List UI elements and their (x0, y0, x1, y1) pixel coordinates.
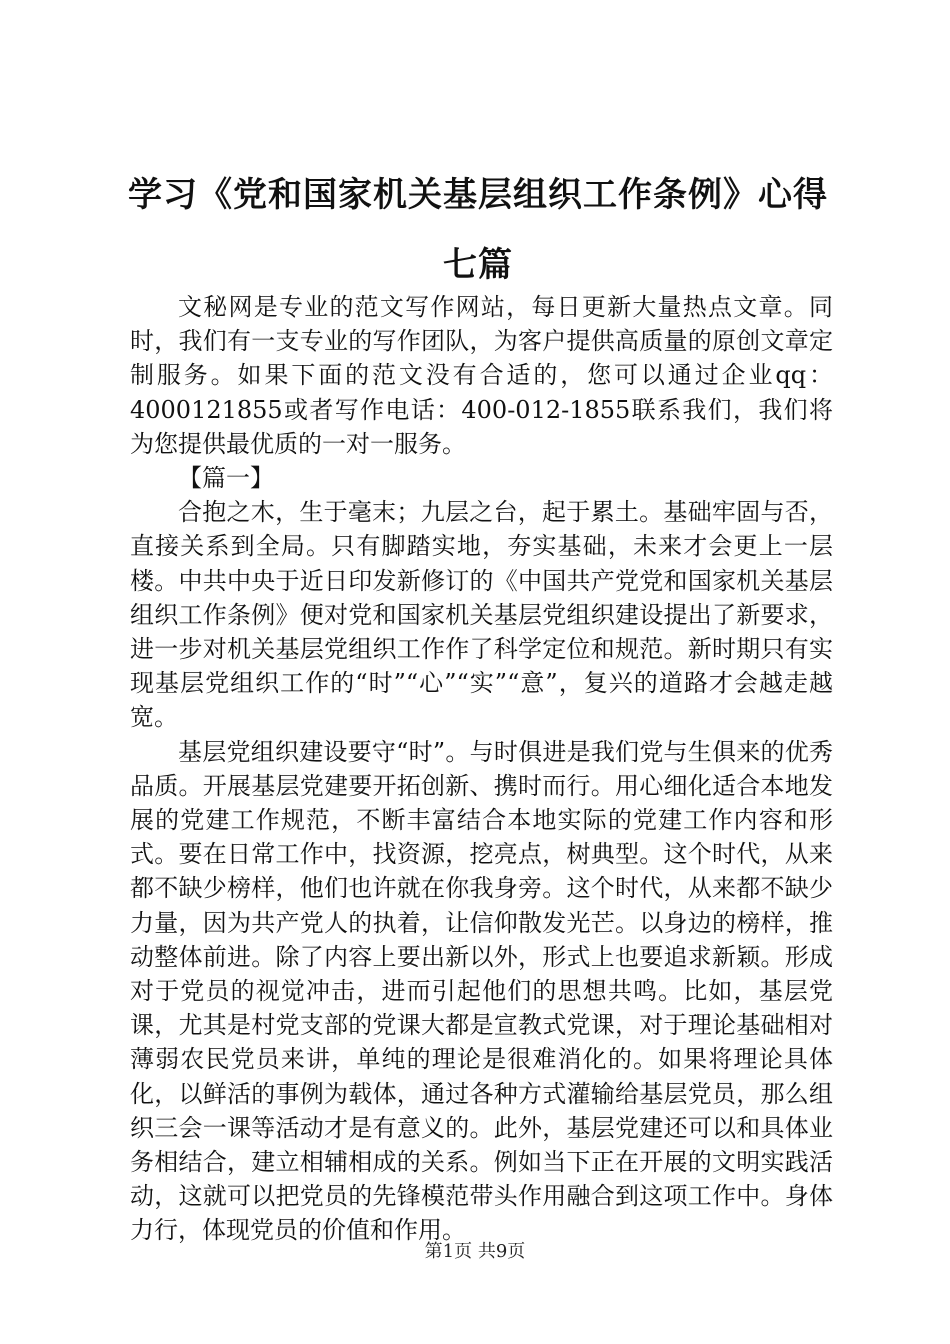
body-paragraph: 合抱之木，生于毫末；九层之台，起于累土。基础牢固与否，直接关系到全局。只有脚踏实地，夯实基础，未来才会更上一层楼。中共中央于近日印发新修订的《中国共产党党和国家机关基层组织工作条例》便对党和国家机关基层党组织建设提出了新要求，进一步对机关基层党组织工作作了科学定位和规范。新时期只有实现基层党组织工作的“时”“心”“实”“意”，复兴的道路才会越走越宽。 (130, 498, 833, 732)
intro-paragraph: 文秘网是专业的范文写作网站，每日更新大量热点文章。同时，我们有一支专业的写作团队，为客户提供高质量的原创文章定制服务。如果下面的范文没有合适的，您可以通过企业qq：4000121855或者写作电话：400-012-1855联系我们，我们将为您提供最优质的一对一服务。 (130, 293, 833, 458)
section-label: 【篇一】 (178, 464, 274, 493)
document-body (130, 290, 833, 1248)
body-paragraph: 基层党组织建设要守“时”。与时俱进是我们党与生俱来的优秀品质。开展基层党建要开拓创新、携时而行。用心细化适合本地发展的党建工作规范，不断丰富结合本地实际的党建工作内容和形式。要在日常工作中，找资源，挖亮点，树典型。这个时代，从来都不缺少榜样，他们也许就在你我身旁。这个时代，从来都不缺少力量，因为共产党人的执着，让信仰散发光芒。以身边的榜样，推动整体前进。除了内容上要出新以外，形式上也要追求新颖。形成对于党员的视觉冲击，进而引起他们的思想共鸣。比如，基层党课，尤其是村党支部的党课大都是宣教式党课，对于理论基础相对薄弱农民党员来讲，单纯的理论是很难消化的。如果将理论具体化，以鲜活的事例为载体，通过各种方式灌输给基层党员，那么组织三会一课等活动才是有意义的。此外，基层党建还可以和具体业务相结合，建立相辅相成的关系。例如当下正在开展的文明实践活动，这就可以把党员的先锋模范带头作用融合到这项工作中。身体力行，体现党员的价值和作用。 (130, 737, 833, 1245)
page-footer: 第1页 共9页 (424, 1241, 526, 1262)
document-title: 学习《党和国家机关基层组织工作条例》心得七篇 (128, 175, 828, 285)
